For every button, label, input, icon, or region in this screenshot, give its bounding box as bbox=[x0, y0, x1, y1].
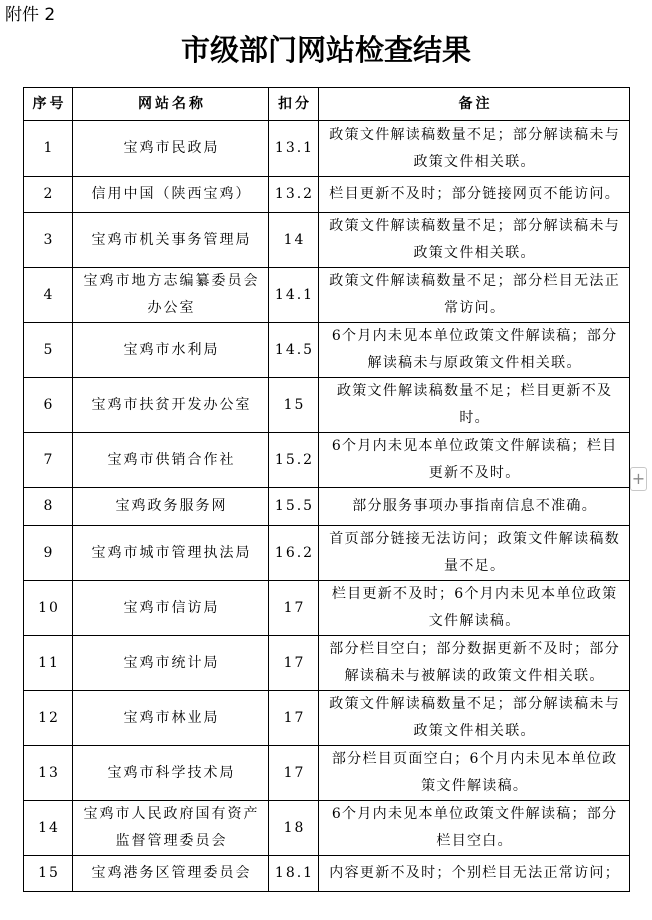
site-name-cell bbox=[73, 213, 269, 268]
site-name-line: 信用中国（陕西宝鸡） bbox=[91, 186, 252, 202]
remark-cell bbox=[319, 268, 630, 323]
site-name-cell bbox=[73, 268, 269, 323]
table-header bbox=[24, 88, 630, 121]
remark-line: 6个月内未见本单位政策文件解读稿；部分 bbox=[331, 328, 618, 344]
site-name-cell bbox=[73, 801, 269, 856]
site-name-cell bbox=[73, 691, 269, 746]
remark-cell bbox=[319, 691, 630, 746]
site-name-line: 宝鸡市水利局 bbox=[123, 341, 220, 358]
index-cell: 7 bbox=[24, 433, 73, 488]
site-name-cell bbox=[73, 488, 269, 526]
index-cell: 4 bbox=[24, 268, 73, 323]
index-cell: 15 bbox=[24, 856, 73, 892]
site-name-cell bbox=[73, 636, 269, 691]
remark-line: 首页部分链接无法访问；政策文件解读稿数 bbox=[329, 531, 620, 547]
table-row bbox=[24, 636, 630, 691]
remark-line: 部分服务事项办事指南信息不准确。 bbox=[352, 498, 598, 514]
site-name-cell bbox=[73, 177, 269, 213]
score-cell: 15.2 bbox=[269, 433, 319, 488]
score-cell: 18.1 bbox=[269, 856, 319, 892]
remark-line: 政策文件解读稿数量不足；部分解读稿未与 bbox=[329, 696, 620, 712]
remark-cell bbox=[319, 856, 630, 892]
remark-line: 政策文件相关联。 bbox=[413, 723, 536, 739]
remark-line: 6个月内未见本单位政策文件解读稿；栏目 bbox=[331, 438, 618, 454]
remark-line: 政策文件解读稿数量不足；部分解读稿未与 bbox=[329, 218, 620, 234]
table-row bbox=[24, 177, 630, 213]
remark-cell bbox=[319, 746, 630, 801]
score-cell: 18 bbox=[269, 801, 319, 856]
index-cell: 3 bbox=[24, 213, 73, 268]
table-row bbox=[24, 268, 630, 323]
table-row bbox=[24, 856, 630, 892]
remark-cell bbox=[319, 581, 630, 636]
remark-line: 常访问。 bbox=[444, 300, 506, 316]
site-name-line: 宝鸡市地方志编纂委员会 bbox=[83, 273, 260, 289]
score-cell: 17 bbox=[269, 581, 319, 636]
plus-icon: + bbox=[631, 469, 646, 488]
index-cell: 9 bbox=[24, 526, 73, 581]
site-name-line: 宝鸡市供销合作社 bbox=[107, 451, 236, 468]
remark-cell bbox=[319, 433, 630, 488]
table-row bbox=[24, 691, 630, 746]
score-cell: 17 bbox=[269, 691, 319, 746]
index-cell: 12 bbox=[24, 691, 73, 746]
remark-line: 解读稿未与原政策文件相关联。 bbox=[367, 355, 582, 371]
score-cell: 15 bbox=[269, 378, 319, 433]
index-cell: 1 bbox=[24, 121, 73, 177]
remark-line: 内容更新不及时；个别栏目无法正常访问； bbox=[329, 865, 620, 881]
table-row bbox=[24, 323, 630, 378]
remark-line: 部分栏目页面空白；6个月内未见本单位政 bbox=[331, 751, 618, 767]
table-row bbox=[24, 433, 630, 488]
site-name-line: 宝鸡市林业局 bbox=[123, 709, 220, 726]
index-cell: 10 bbox=[24, 581, 73, 636]
remark-cell bbox=[319, 121, 630, 177]
index-cell: 6 bbox=[24, 378, 73, 433]
site-name-cell bbox=[73, 856, 269, 892]
results-table bbox=[23, 87, 630, 892]
header-score: 扣分 bbox=[269, 88, 319, 121]
remark-line: 政策文件相关联。 bbox=[413, 245, 536, 261]
site-name-cell bbox=[73, 378, 269, 433]
site-name-line: 宝鸡市民政局 bbox=[123, 140, 220, 156]
remark-cell bbox=[319, 177, 630, 213]
remark-line: 政策文件相关联。 bbox=[413, 153, 536, 170]
index-cell: 13 bbox=[24, 746, 73, 801]
table-body bbox=[24, 121, 630, 892]
site-name-line: 宝鸡市统计局 bbox=[123, 654, 220, 671]
remark-line: 更新不及时。 bbox=[428, 465, 521, 481]
site-name-cell bbox=[73, 433, 269, 488]
remark-line: 解读稿未与被解读的政策文件相关联。 bbox=[344, 668, 605, 684]
remark-line: 量不足。 bbox=[444, 558, 506, 574]
score-cell: 17 bbox=[269, 746, 319, 801]
remark-cell bbox=[319, 213, 630, 268]
remark-cell bbox=[319, 323, 630, 378]
page-title: 市级部门网站检查结果 bbox=[180, 33, 471, 67]
table-row bbox=[24, 213, 630, 268]
score-cell: 17 bbox=[269, 636, 319, 691]
remark-cell bbox=[319, 801, 630, 856]
score-cell: 15.5 bbox=[269, 488, 319, 526]
table-row bbox=[24, 581, 630, 636]
site-name-line: 监督管理委员会 bbox=[115, 833, 228, 849]
remark-line: 栏目更新不及时；部分链接网页不能访问。 bbox=[329, 186, 620, 202]
site-name-line: 办公室 bbox=[147, 300, 196, 316]
remark-line: 时。 bbox=[459, 410, 490, 426]
site-name-cell bbox=[73, 323, 269, 378]
site-name-line: 宝鸡市人民政府国有资产 bbox=[83, 806, 260, 822]
remark-line: 政策文件解读稿数量不足；部分解读稿未与 bbox=[329, 126, 620, 143]
table-row bbox=[24, 526, 630, 581]
site-name-line: 宝鸡市信访局 bbox=[123, 599, 220, 616]
remark-cell bbox=[319, 378, 630, 433]
site-name-line: 宝鸡港务区管理委员会 bbox=[91, 865, 252, 881]
site-name-line: 宝鸡市科学技术局 bbox=[107, 764, 236, 781]
remark-cell bbox=[319, 526, 630, 581]
remark-line: 政策文件解读稿数量不足；栏目更新不及 bbox=[336, 383, 613, 399]
remark-cell bbox=[319, 488, 630, 526]
site-name-line: 宝鸡市机关事务管理局 bbox=[91, 231, 252, 248]
index-cell: 8 bbox=[24, 488, 73, 526]
score-cell: 14.1 bbox=[269, 268, 319, 323]
remark-line: 栏目空白。 bbox=[436, 833, 513, 849]
remark-line: 文件解读稿。 bbox=[428, 613, 521, 629]
index-cell: 5 bbox=[24, 323, 73, 378]
score-cell: 16.2 bbox=[269, 526, 319, 581]
table-row bbox=[24, 121, 630, 177]
site-name-cell bbox=[73, 121, 269, 177]
add-button[interactable] bbox=[630, 467, 647, 491]
table-row bbox=[24, 801, 630, 856]
site-name-line: 宝鸡市扶贫开发办公室 bbox=[91, 396, 252, 413]
remark-line: 栏目更新不及时；6个月内未见本单位政策 bbox=[331, 586, 618, 602]
header-remark: 备注 bbox=[319, 88, 630, 121]
index-cell: 2 bbox=[24, 177, 73, 213]
score-cell: 14 bbox=[269, 213, 319, 268]
header-row bbox=[24, 88, 630, 121]
site-name-cell bbox=[73, 746, 269, 801]
remark-line: 政策文件解读稿数量不足；部分栏目无法正 bbox=[329, 273, 620, 289]
attachment-label: 附件 2 bbox=[5, 5, 56, 25]
table-row bbox=[24, 746, 630, 801]
table-row bbox=[24, 378, 630, 433]
score-cell: 13.2 bbox=[269, 177, 319, 213]
remark-cell bbox=[319, 636, 630, 691]
site-name-cell bbox=[73, 526, 269, 581]
index-cell: 11 bbox=[24, 636, 73, 691]
table-row bbox=[24, 488, 630, 526]
index-cell: 14 bbox=[24, 801, 73, 856]
site-name-line: 宝鸡政务服务网 bbox=[115, 498, 228, 514]
remark-line: 部分栏目空白；部分数据更新不及时；部分 bbox=[329, 641, 620, 657]
remark-line: 6个月内未见本单位政策文件解读稿；部分 bbox=[331, 806, 618, 822]
header-index: 序号 bbox=[24, 88, 73, 121]
header-name: 网站名称 bbox=[73, 88, 269, 121]
site-name-cell bbox=[73, 581, 269, 636]
remark-line: 策文件解读稿。 bbox=[421, 778, 529, 794]
score-cell: 14.5 bbox=[269, 323, 319, 378]
site-name-line: 宝鸡市城市管理执法局 bbox=[91, 544, 252, 561]
score-cell: 13.1 bbox=[269, 121, 319, 177]
